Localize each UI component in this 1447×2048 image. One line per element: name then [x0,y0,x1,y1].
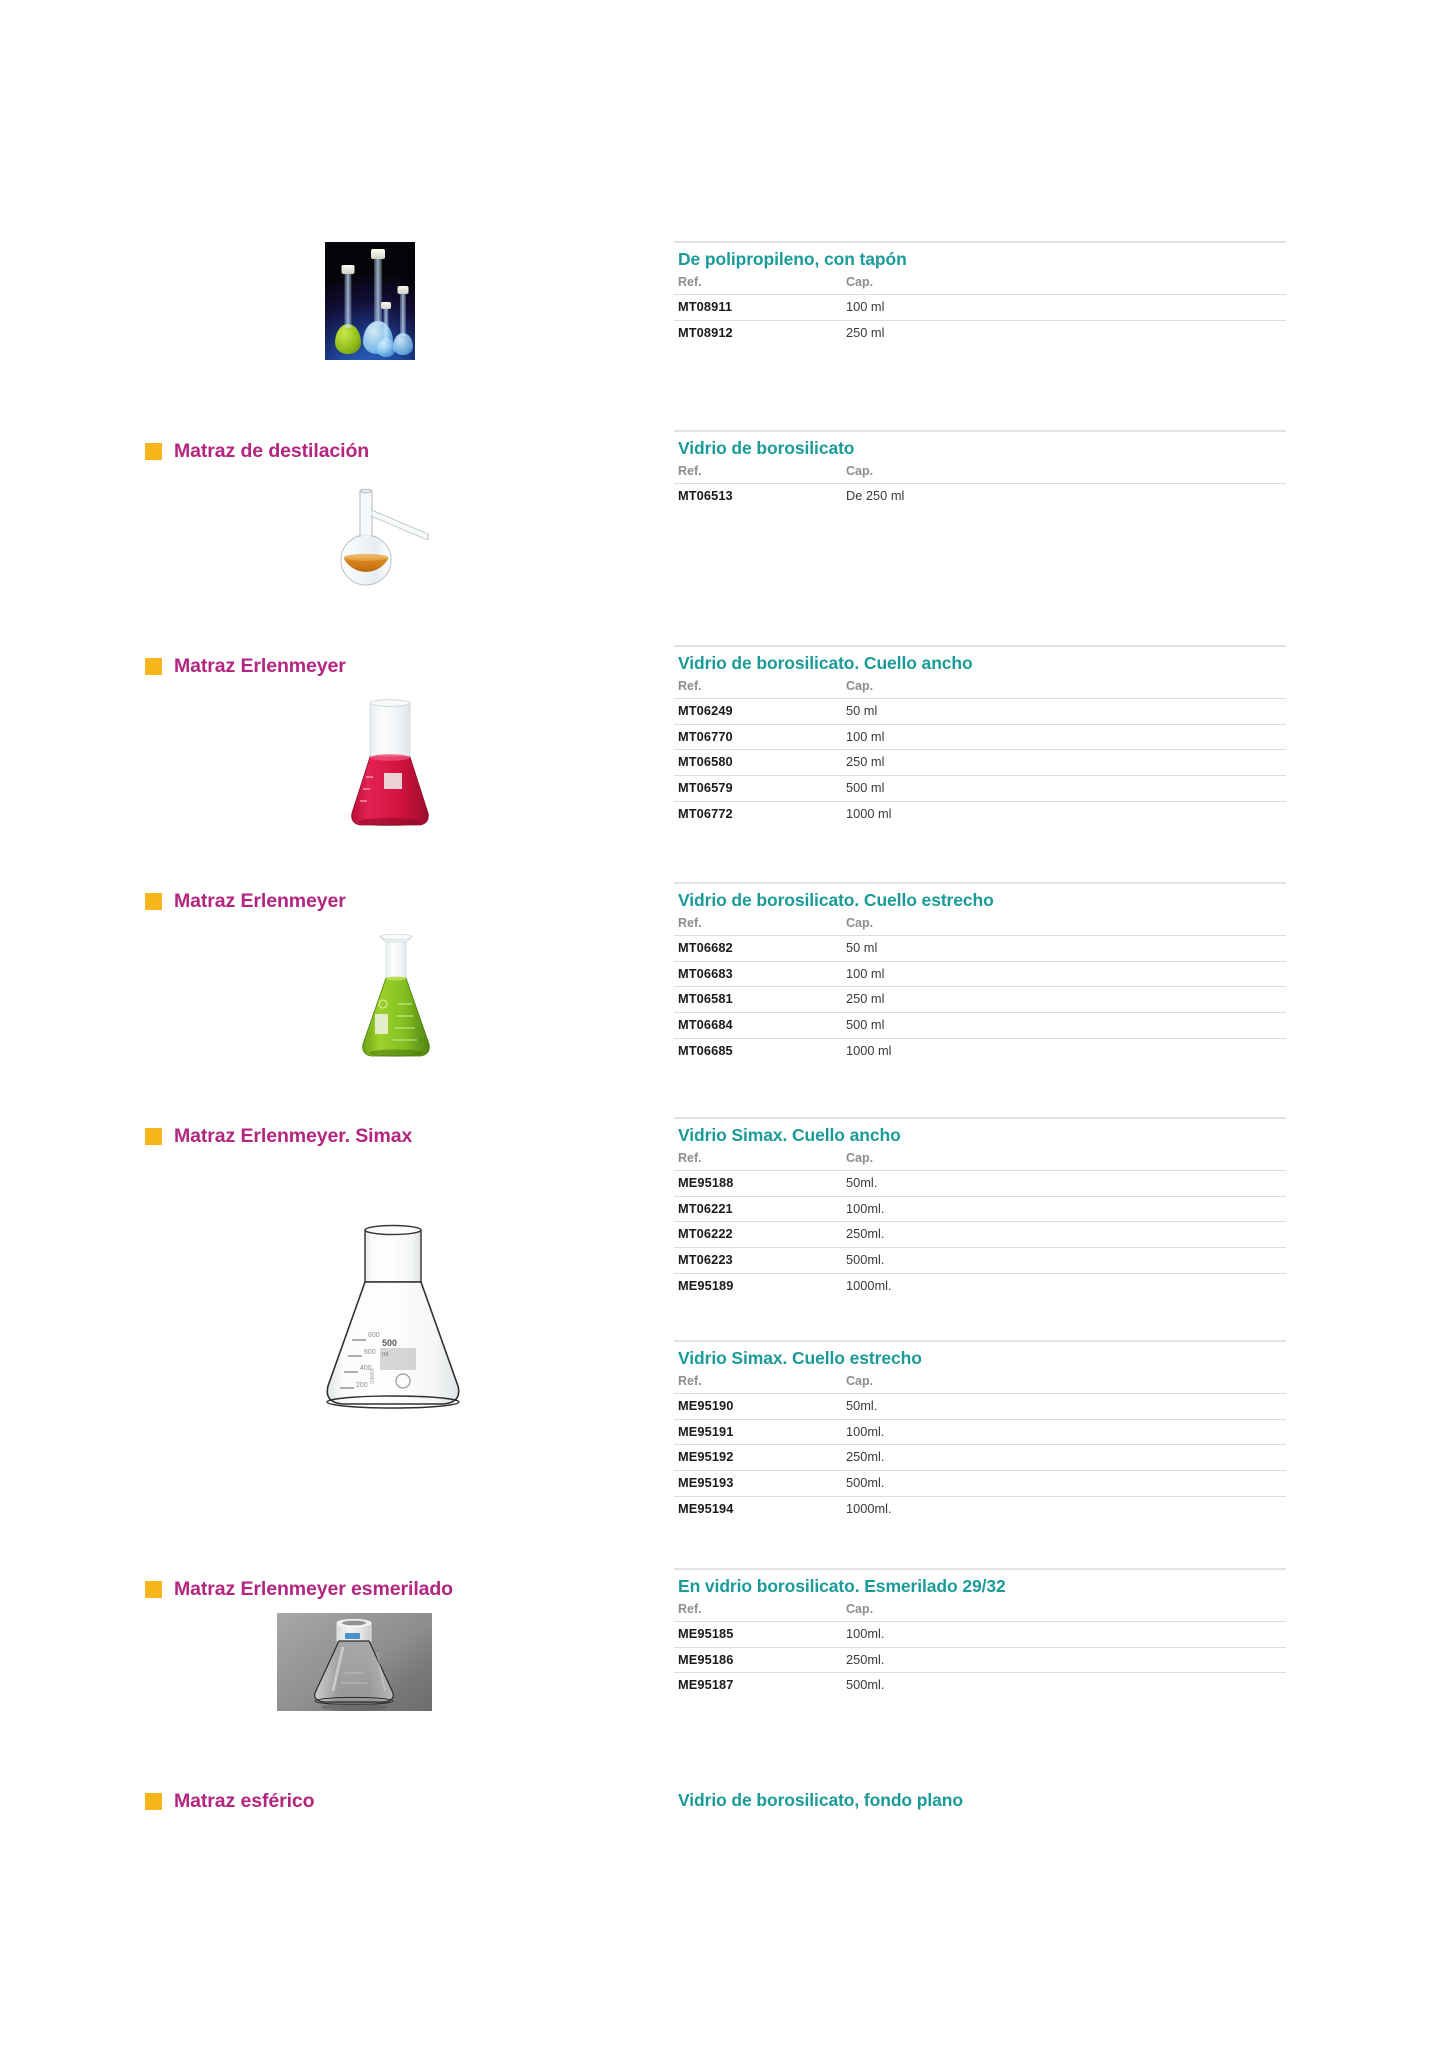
spec-block-polipropileno [674,241,1286,345]
cell-cap: 500 ml [842,776,1286,802]
product-title-label: Matraz Erlenmeyer [174,890,346,912]
cell-ref: MT06770 [674,724,842,750]
bullet-square-icon [145,658,162,675]
spec-block-erlenmeyer-ancho [674,645,1286,827]
cell-ref: MT06685 [674,1038,842,1063]
product-title-label: Matraz Erlenmeyer. Simax [174,1125,413,1147]
spec-heading: Vidrio de borosilicato. Cuello estrecho [678,890,994,910]
spec-table-simax-estrecho [674,1374,1286,1522]
spec-heading: Vidrio de borosilicato. Cuello ancho [678,653,973,673]
svg-text:500: 500 [382,1338,398,1348]
product-image-erlenmeyer-red [340,695,440,840]
spec-heading: De polipropileno, con tapón [678,249,907,269]
bullet-square-icon [145,443,162,460]
spec-block-esmerilado [674,1568,1286,1698]
column-header-ref: Ref. [678,1374,702,1388]
table-row [674,1013,1286,1039]
column-header-ref: Ref. [678,1151,702,1165]
table-row [674,1248,1286,1274]
table-header-row [674,916,1286,936]
spec-heading: Vidrio de borosilicato, fondo plano [678,1790,963,1810]
cell-ref: MT06772 [674,801,842,826]
column-header-cap: Cap. [846,679,874,693]
svg-text:SIMAX: SIMAX [370,1368,376,1384]
cell-ref: MT06580 [674,750,842,776]
column-header-ref: Ref. [678,916,702,930]
spec-block-destilacion [674,430,1286,509]
cell-cap: 250ml. [842,1445,1286,1471]
spec-table-esmerilado [674,1602,1286,1698]
cell-cap: 1000 ml [842,801,1286,826]
table-row [674,1622,1286,1648]
product-image-erlenmeyer-simax [308,1218,478,1423]
cell-cap: De 250 ml [842,484,1286,509]
product-title-matraz-erlenmeyer-esmerilado [145,1578,453,1601]
cell-ref: MT06682 [674,936,842,962]
product-image-volumetric-flasks [325,242,415,360]
table-row [674,295,1286,321]
cell-ref: ME95190 [674,1394,842,1420]
cell-ref: MT08912 [674,320,842,345]
table-row [674,936,1286,962]
table-row [674,801,1286,826]
bullet-square-icon [145,1793,162,1810]
cell-cap: 250 ml [842,750,1286,776]
bullet-square-icon [145,1128,162,1145]
cell-cap: 500ml. [842,1673,1286,1698]
spec-heading: Vidrio Simax. Cuello estrecho [678,1348,922,1368]
spec-heading: En vidrio borosilicato. Esmerilado 29/32 [678,1576,1006,1596]
product-title-matraz-erlenmeyer-ancho [145,655,346,678]
product-title-label: Matraz Erlenmeyer esmerilado [174,1578,453,1600]
cell-cap: 50ml. [842,1394,1286,1420]
table-header-row [674,679,1286,699]
product-title-matraz-esferico [145,1790,314,1813]
spec-table-simax-ancho [674,1151,1286,1299]
spec-table-erlenmeyer-estrecho [674,916,1286,1064]
table-row [674,484,1286,509]
product-title-label: Matraz Erlenmeyer [174,655,346,677]
spec-block-simax-estrecho [674,1340,1286,1522]
erlenmeyer-clear-graduated-icon [308,1218,478,1418]
cell-cap: 50ml. [842,1171,1286,1197]
column-header-cap: Cap. [846,275,874,289]
table-row [674,1496,1286,1521]
cell-cap: 250 ml [842,987,1286,1013]
table-row [674,699,1286,725]
cell-cap: 250ml. [842,1647,1286,1673]
table-row [674,1196,1286,1222]
table-row [674,724,1286,750]
table-row [674,961,1286,987]
table-header-row [674,1602,1286,1622]
product-title-label: Matraz esférico [174,1790,315,1812]
table-header-row [674,1151,1286,1171]
table-header-row [674,464,1286,484]
cell-cap: 100ml. [842,1419,1286,1445]
erlenmeyer-ground-joint-icon [277,1613,432,1711]
product-image-erlenmeyer-green [350,928,442,1073]
spec-table-polipropileno [674,275,1286,345]
spec-block-esferico [674,1790,1286,1816]
spec-block-simax-ancho [674,1117,1286,1299]
bullet-square-icon [145,1581,162,1598]
cell-cap: 500ml. [842,1471,1286,1497]
svg-text:200: 200 [356,1382,368,1389]
cell-ref: ME95188 [674,1171,842,1197]
cell-ref: ME95193 [674,1471,842,1497]
table-row [674,1038,1286,1063]
cell-ref: ME95185 [674,1622,842,1648]
product-title-label: Matraz de destilación [174,440,370,462]
cell-ref: MT08911 [674,295,842,321]
table-header-row [674,1374,1286,1394]
spec-heading: Vidrio de borosilicato [678,438,855,458]
spec-heading: Vidrio Simax. Cuello ancho [678,1125,901,1145]
cell-cap: 100 ml [842,724,1286,750]
cell-ref: MT06581 [674,987,842,1013]
column-header-ref: Ref. [678,464,702,478]
table-row [674,776,1286,802]
spec-table-destilacion [674,464,1286,509]
bullet-square-icon [145,893,162,910]
cell-ref: ME95187 [674,1673,842,1698]
cell-cap: 250ml. [842,1222,1286,1248]
cell-ref: MT06513 [674,484,842,509]
cell-ref: ME95192 [674,1445,842,1471]
cell-ref: MT06684 [674,1013,842,1039]
column-header-ref: Ref. [678,1602,702,1616]
spec-table-erlenmeyer-ancho [674,679,1286,827]
cell-cap: 100 ml [842,295,1286,321]
distillation-flask-icon [330,485,450,590]
svg-text:ml: ml [382,1352,389,1358]
spec-block-erlenmeyer-estrecho [674,882,1286,1064]
column-header-cap: Cap. [846,916,874,930]
product-image-erlenmeyer-esmerilado [277,1613,432,1711]
cell-cap: 50 ml [842,936,1286,962]
cell-ref: ME95191 [674,1419,842,1445]
cell-ref: ME95189 [674,1273,842,1298]
table-row [674,1273,1286,1298]
cell-cap: 100ml. [842,1622,1286,1648]
table-row [674,987,1286,1013]
cell-cap: 50 ml [842,699,1286,725]
product-title-matraz-destilacion [145,440,369,463]
svg-text:600: 600 [364,1349,376,1356]
table-row [674,1394,1286,1420]
cell-ref: MT06579 [674,776,842,802]
cell-cap: 500 ml [842,1013,1286,1039]
erlenmeyer-green-icon [350,928,442,1068]
column-header-ref: Ref. [678,679,702,693]
product-title-matraz-erlenmeyer-simax [145,1125,412,1148]
table-row [674,1445,1286,1471]
column-header-cap: Cap. [846,464,874,478]
cell-ref: MT06221 [674,1196,842,1222]
table-row [674,1419,1286,1445]
cell-ref: ME95194 [674,1496,842,1521]
cell-cap: 500ml. [842,1248,1286,1274]
svg-text:400: 400 [360,1365,372,1372]
cell-cap: 1000ml. [842,1273,1286,1298]
cell-ref: MT06249 [674,699,842,725]
cell-ref: MT06223 [674,1248,842,1274]
cell-ref: MT06222 [674,1222,842,1248]
cell-cap: 250 ml [842,320,1286,345]
table-row [674,1171,1286,1197]
column-header-cap: Cap. [846,1374,874,1388]
column-header-cap: Cap. [846,1151,874,1165]
cell-ref: MT06683 [674,961,842,987]
svg-text:800: 800 [368,1332,380,1339]
table-row [674,750,1286,776]
product-image-distillation-flask [330,485,450,590]
product-title-matraz-erlenmeyer-estrecho [145,890,346,913]
column-header-ref: Ref. [678,275,702,289]
cell-cap: 100 ml [842,961,1286,987]
cell-cap: 100ml. [842,1196,1286,1222]
cell-ref: ME95186 [674,1647,842,1673]
table-row [674,1222,1286,1248]
cell-cap: 1000ml. [842,1496,1286,1521]
table-header-row [674,275,1286,295]
column-header-cap: Cap. [846,1602,874,1616]
table-row [674,1471,1286,1497]
table-row [674,1673,1286,1698]
table-row [674,1647,1286,1673]
erlenmeyer-red-icon [340,695,440,835]
cell-cap: 1000 ml [842,1038,1286,1063]
table-row [674,320,1286,345]
